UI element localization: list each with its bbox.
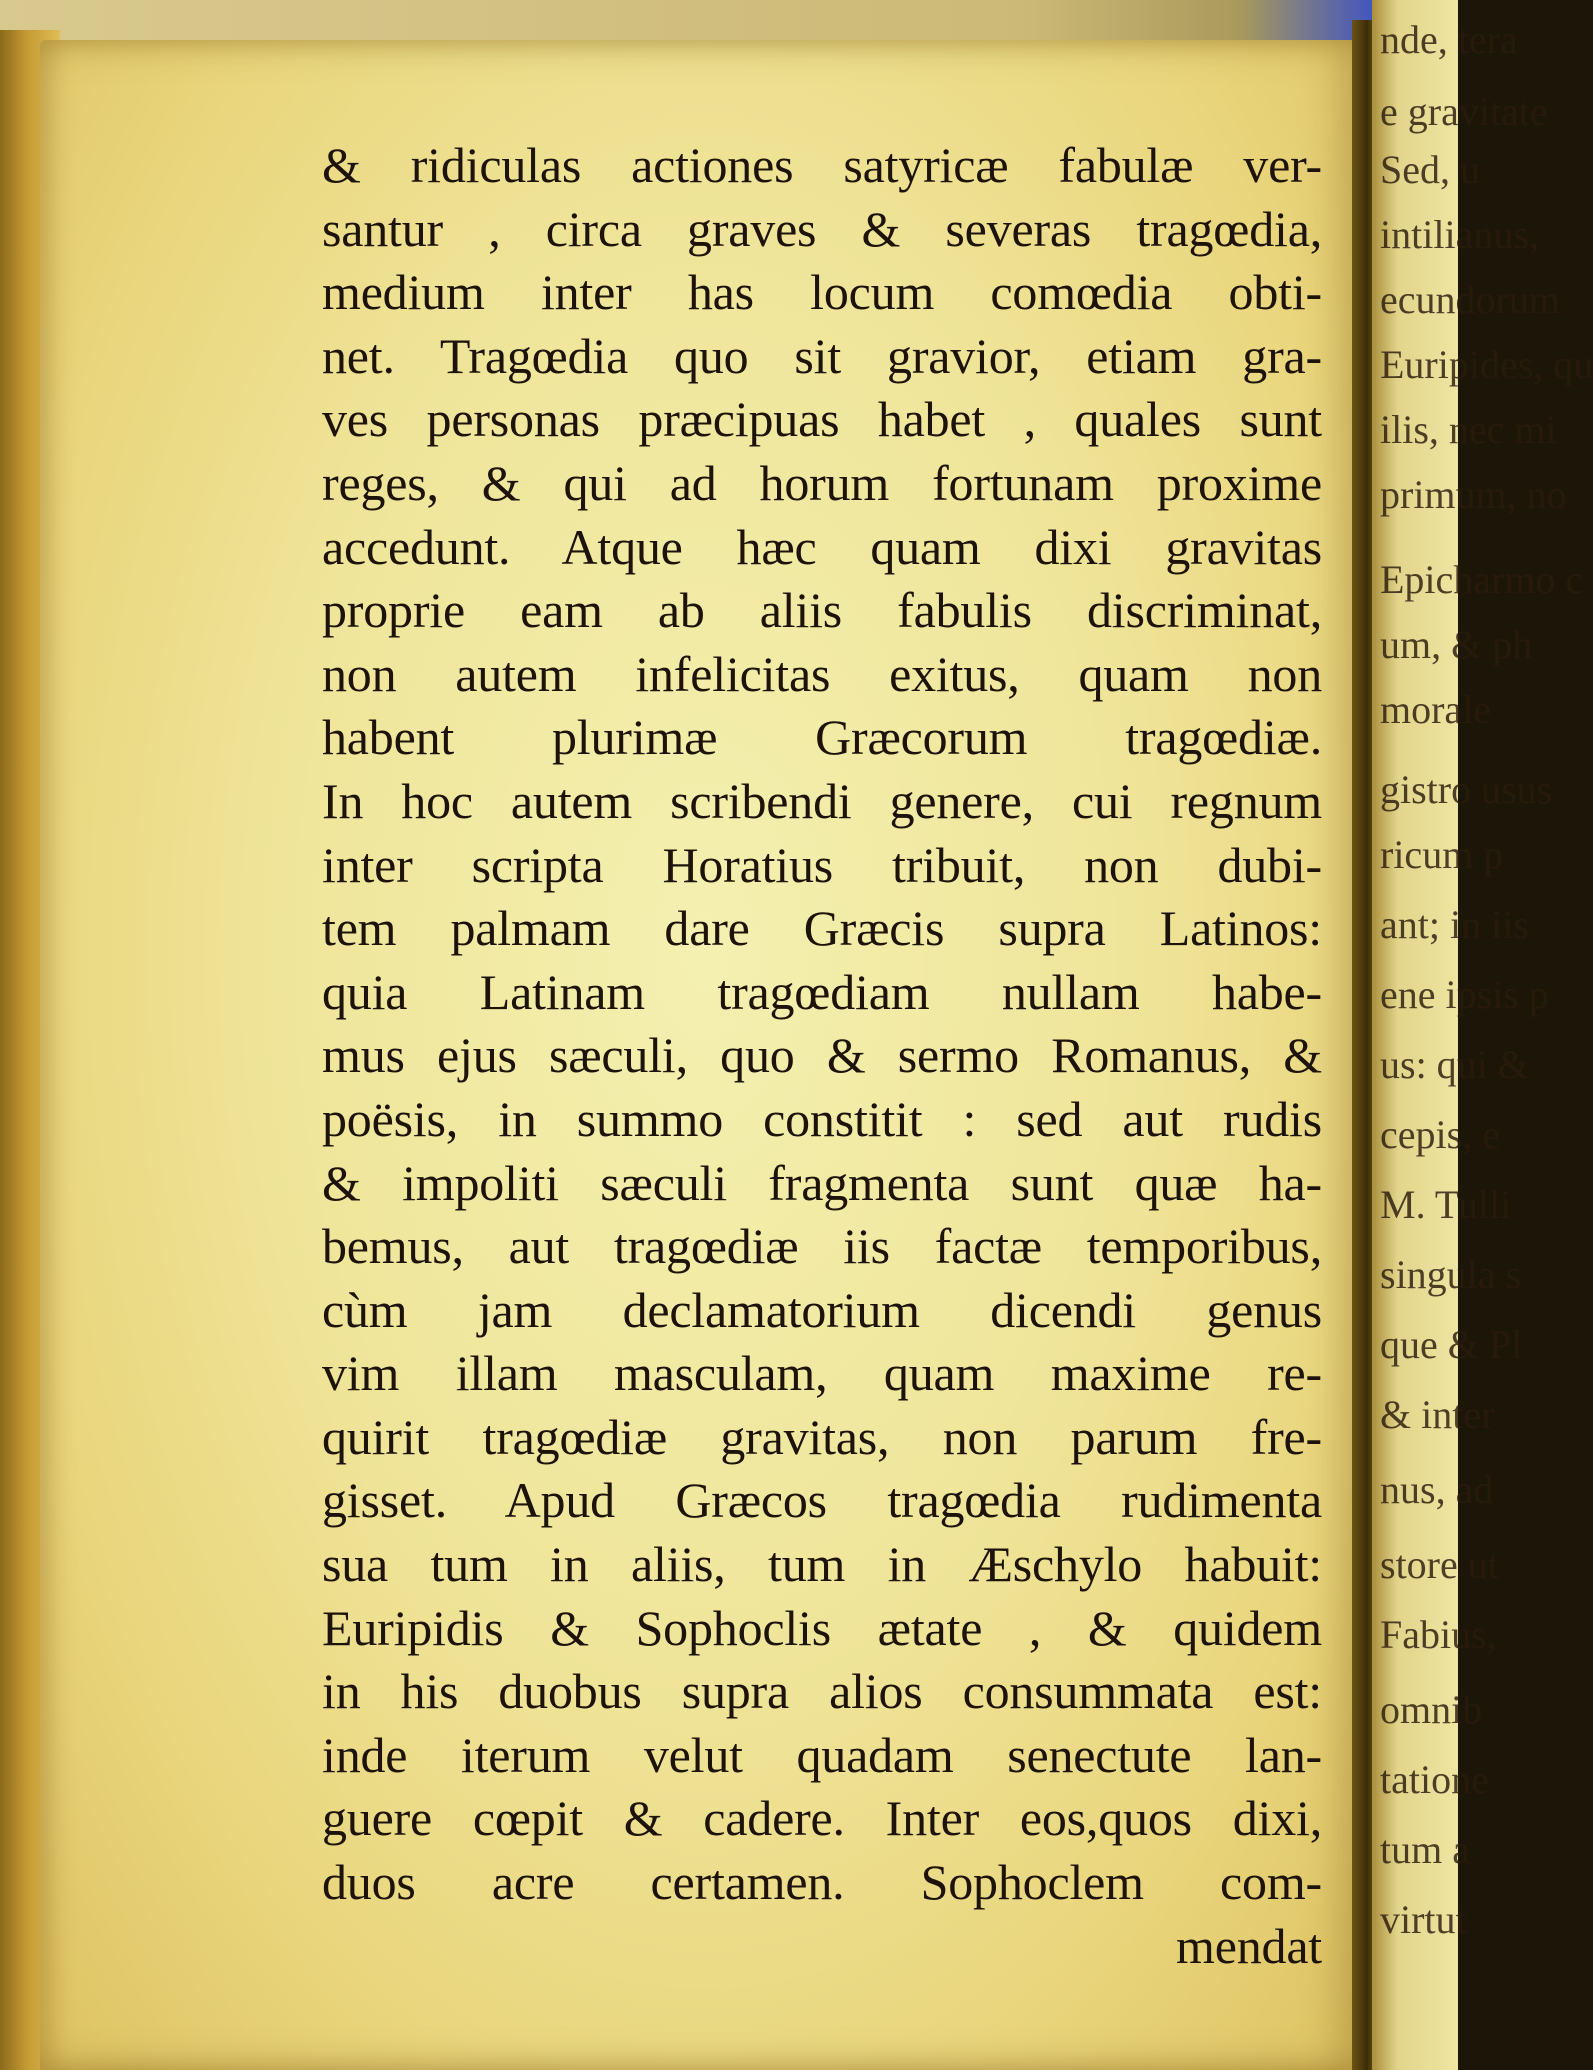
- text-line: in his duobus supra alios consummata est:: [322, 1663, 1322, 1720]
- facing-page: [1372, 0, 1593, 2070]
- facing-page-line: morale: [1380, 687, 1492, 732]
- facing-page-line: nus, ad: [1380, 1467, 1494, 1512]
- facing-page-line: e gravitate: [1380, 89, 1548, 134]
- text-line: In hoc autem scribendi genere, cui regnum: [322, 772, 1322, 829]
- text-line: non autem infelicitas exitus, quam non: [322, 645, 1322, 702]
- text-line: santur , circa graves & severas tragœdia,: [322, 200, 1322, 257]
- text-line: vim illam masculam, quam maxime re-: [322, 1345, 1322, 1402]
- facing-page-line: omnib: [1380, 1687, 1483, 1732]
- background-surface: [0, 0, 1458, 40]
- facing-page-line: um, & ph: [1380, 622, 1533, 667]
- text-line: poësis, in summo constitit : sed aut rudis: [322, 1090, 1322, 1147]
- facing-page-line: singula s: [1380, 1252, 1522, 1297]
- facing-page-line: ilis, nec mi: [1380, 407, 1557, 452]
- text-line: tem palmam dare Græcis supra Latinos:: [322, 900, 1322, 957]
- text-line: gisset. Apud Græcos tragœdia rudimenta: [322, 1472, 1322, 1529]
- text-line: & impoliti sæculi fragmenta sunt quæ ha-: [322, 1154, 1322, 1211]
- facing-page-line: nde, tera: [1380, 17, 1518, 62]
- text-line: duos acre certamen. Sophoclem com-: [322, 1854, 1322, 1911]
- facing-page-line: Euripides, qu: [1380, 342, 1593, 387]
- text-line: mus ejus sæculi, quo & sermo Romanus, &: [322, 1027, 1322, 1084]
- text-line: medium inter has locum comœdia obti-: [322, 264, 1322, 321]
- facing-page-line: virtut: [1380, 1897, 1467, 1942]
- facing-page-line: que & Pl: [1380, 1322, 1523, 1367]
- page-text-block: [322, 134, 1322, 1978]
- text-line: cùm jam declamatorium dicendi genus: [322, 1281, 1322, 1338]
- facing-page-line: intilianus,: [1380, 212, 1539, 257]
- text-line: & ridiculas actiones satyricæ fabulæ ver-: [322, 137, 1322, 193]
- text-line: guere cœpit & cadere. Inter eos,quos dixi,: [322, 1790, 1322, 1847]
- catchword: mendat: [1176, 1917, 1322, 1974]
- text-line: ves personas præcipuas habet , quales sunt: [322, 391, 1322, 448]
- facing-page-line: & inter: [1380, 1392, 1495, 1437]
- facing-page-line: primum, no: [1380, 472, 1567, 517]
- text-line: habent plurimæ Græcorum tragœdiæ.: [322, 709, 1322, 766]
- text-line: quia Latinam tragœdiam nullam habe-: [322, 963, 1322, 1020]
- facing-page-line: ecundorum: [1380, 277, 1560, 322]
- facing-page-line: M. Tulli: [1380, 1182, 1512, 1227]
- facing-page-line: us: qui &: [1380, 1042, 1529, 1087]
- facing-page-line: ant; in iis: [1380, 902, 1529, 947]
- text-line: accedunt. Atque hæc quam dixi gravitas: [322, 518, 1322, 575]
- text-line: proprie eam ab aliis fabulis discriminat,: [322, 582, 1322, 639]
- text-line: bemus, aut tragœdiæ iis factæ temporibus,: [322, 1218, 1322, 1275]
- facing-page-line: ricum p: [1380, 832, 1504, 877]
- text-line: Euripidis & Sophoclis ætate , & quidem: [322, 1599, 1322, 1656]
- text-line: net. Tragœdia quo sit gravior, etiam gra-: [322, 327, 1322, 384]
- text-line: reges, & qui ad horum fortunam proxime: [322, 454, 1322, 511]
- facing-page-line: gistro usus: [1380, 767, 1553, 812]
- facing-page-line: tatione: [1380, 1757, 1489, 1802]
- facing-page-line: Epicharmo c: [1380, 557, 1584, 602]
- facing-page-line: cepis, e: [1380, 1112, 1500, 1157]
- facing-page-line: Sed, u: [1380, 147, 1480, 192]
- text-line: quirit tragœdiæ gravitas, non parum fre-: [322, 1408, 1322, 1465]
- facing-page-line: Fabius,: [1380, 1612, 1497, 1657]
- facing-page-line: ene ipsis p: [1380, 972, 1549, 1017]
- facing-page-line: tum a: [1380, 1827, 1470, 1872]
- text-line: sua tum in aliis, tum in Æschylo habuit:: [322, 1536, 1322, 1593]
- text-line: inde iterum velut quadam senectute lan-: [322, 1726, 1322, 1783]
- facing-page-line: store ut: [1380, 1542, 1499, 1587]
- text-line: inter scripta Horatius tribuit, non dubi-: [322, 836, 1322, 893]
